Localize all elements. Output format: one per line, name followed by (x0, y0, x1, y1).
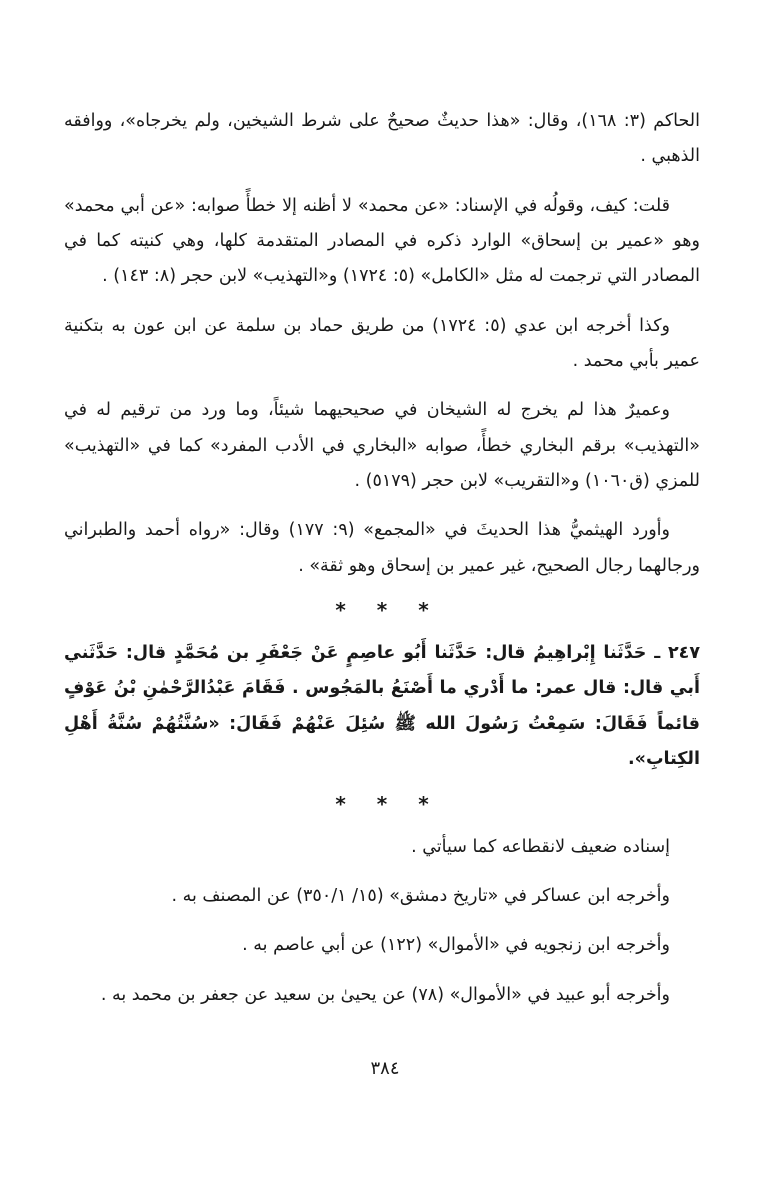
hadith-paragraph (64, 636, 700, 777)
takhrij-paragraph-ibn-asakir: وأخرجه ابن عساكر في «تاريخ دمشق» (١٥/ ٣٥٠/١) عن المصنف به . (171, 885, 670, 906)
paragraph-haythami: وأورد الهيثميُّ هذا الحديثَ في «المجمع» (٩: ١٧٧) وقال: «رواه أحمد والطبراني ورجالهما رجال الصحيح، غير عمير بن إسحاق وهو ثقة» . (64, 520, 700, 576)
hadith-number: ٢٤٧ ـ (654, 643, 700, 664)
paragraph-qultu: قلت: كيف، وقولُه في الإسناد: «عن محمد» لا أظنه إلا خطأً صوابه: «عن أبي محمد» وهو «عمير بن إسحاق» الوارد ذكره في المصادر المتقدمة كلها، وهي كنيته كما في المصادر التي ترجمت له مثل «الكامل» (٥: ١٧٢٤) و«التهذيب» لابن حجر (٨: ١٤٣) . (64, 195, 700, 287)
paragraph-ibn-adi: وكذا أخرجه ابن عدي (٥: ١٧٢٤) من طريق حماد بن سلمة عن ابن عون به بتكنية عمير بأبي محمد . (64, 315, 700, 372)
section-separator: * * * (335, 791, 429, 816)
paragraph-umayr: وعميرٌ هذا لم يخرج له الشيخان في صحيحيهما شيئاً، وما ورد من ترقيم له في «التهذيب» برقم البخاري خطأً، صوابه «البخاري في الأدب المفرد» كما في «التهذيب» للمزي (ق١٠٦٠) و«التقريب» لابن حجر (٥١٧٩) . (64, 400, 700, 492)
takhrij-paragraph-ibn-zanjawayh: وأخرجه ابن زنجويه في «الأموال» (١٢٢) عن أبي عاصم به . (242, 935, 670, 956)
hadith-text: حَدَّثَنا إِبْراهِيمُ قال: حَدَّثَنا أَبُو عاصِمٍ عَنْ جَعْفَرِ بن مُحَمَّدٍ قال: حَدَّثَني أَبي قال: قال عمر: ما أَدْري ما أَصْنَعُ بالمَجُوس . فَقَامَ عَبْدُالرَّحْمٰنِ بْنُ عَوْفٍ قائماً فَقَالَ: سَمِعْتُ رَسُولَ الله ﷺ سُئِلَ عَنْهُمْ فَقَالَ: «سُنَّتُهُمْ سُنَّةُ أَهْلِ الكِتابِ». (64, 643, 700, 770)
takhrij-paragraph-isnad: إسناده ضعيف لانقطاعه كما سيأتي . (411, 836, 670, 857)
section-separator: * * * (335, 598, 429, 623)
main-text (64, 104, 700, 1013)
page-number: ٣٨٤ (370, 1058, 400, 1079)
takhrij-paragraph-abu-ubayd: وأخرجه أبو عبيد في «الأموال» (٧٨) عن يحيىٰ بن سعيد عن جعفر بن محمد به . (100, 984, 670, 1005)
paragraph-hakim: الحاكم (٣: ١٦٨)، وقال: «هذا حديثٌ صحيحٌ على شرط الشيخين، ولم يخرجاه»، ووافقه الذهبي . (64, 111, 700, 167)
